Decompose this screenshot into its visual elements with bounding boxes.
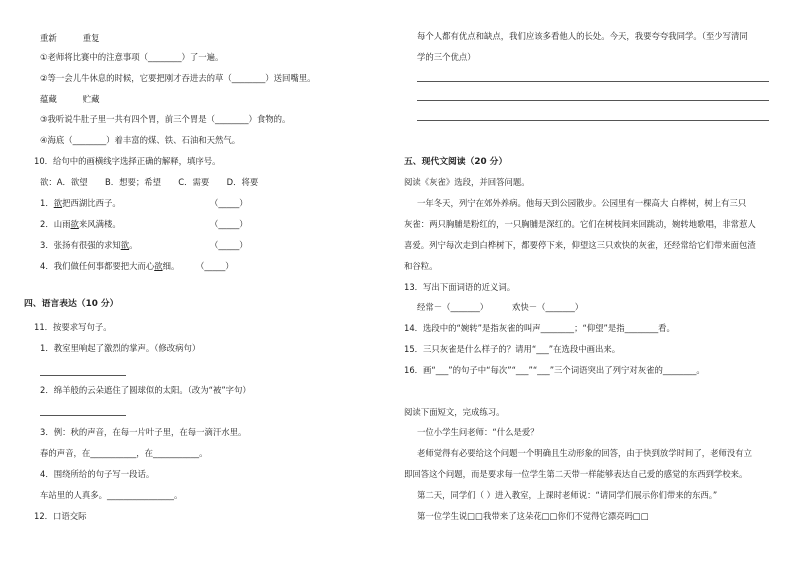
passage-line: 第一位学生说□□我带来了这朵花□□你们不觉得它漂亮吗□□ — [417, 511, 649, 521]
section-5-heading: 五、现代文阅读（20 分） — [404, 157, 508, 167]
option-d: D．将要 — [226, 177, 259, 187]
passage-line: 一位小学生问老师：“什么是爱？ — [417, 427, 539, 437]
reading-instruction-2: 阅读下面短文，完成练习。 — [404, 407, 505, 417]
task-11-4-fill: 车站里的人真多。________________。 — [40, 490, 183, 500]
passage-line: 一年冬天，列宁在郊外养病。他每天到公园散步。公园里有一棵高大 白桦树，树上有三只 — [417, 198, 747, 208]
word-pair-1 — [40, 33, 100, 44]
answer-blank[interactable]: （_____） — [210, 240, 248, 250]
underlined-char: 欲 — [53, 198, 63, 208]
fill-sentence-3: ③我听说牛肚子里一共有四个胃，前三个胃是（________）食物的。 — [40, 114, 291, 124]
task-11-1: 1．教室里响起了激烈的掌声。（修改病句） — [40, 343, 201, 353]
item-q10-1: 1．欲把西湖比西子。 — [40, 198, 121, 208]
question-13: 13．写出下面词语的近义词。 — [404, 282, 516, 292]
question-15: 15．三只灰雀是什么样子的？请用“___”在选段中画出来。 — [404, 344, 621, 354]
task-11-4: 4．围绕所给的句子写一段话。 — [40, 469, 155, 479]
synonym-item-2[interactable]: 欢快－（_______） — [512, 302, 584, 312]
answer-blank[interactable]: （_____） — [196, 261, 234, 271]
item-q10-2: 2．山雨欲来风满楼。 — [40, 219, 121, 229]
synonym-item-1[interactable]: 经常－（_______） — [417, 302, 489, 312]
writing-line[interactable] — [417, 100, 769, 101]
option-b: B．想要；希望 — [104, 177, 161, 187]
prompt-12-line-1: 每个人都有优点和缺点，我们应该多看他人的长处。今天，我要夸夸我同学。（至少写清同 — [417, 31, 748, 41]
task-11-3-fill: 春的声音，在___________，在___________。 — [40, 448, 208, 458]
passage-line: 第二天，同学们（ ）进入教室，上课时老师说：“请同学们展示你们带来的东西。” — [417, 490, 718, 500]
answer-line[interactable] — [40, 375, 126, 376]
word-option: 贮藏 — [82, 94, 100, 104]
item-q10-3: 3．张扬有很强的求知欲。 — [40, 240, 138, 250]
answer-blank[interactable]: （_____） — [210, 198, 248, 208]
fill-sentence-2: ②等一会儿牛休息的时候，它要把刚才吞进去的草（________）送回嘴里。 — [40, 73, 316, 83]
question-11: 11．按要求写句子。 — [34, 322, 112, 332]
word-option: 重复 — [82, 33, 100, 43]
word-pair-2 — [40, 94, 100, 105]
reading-instruction: 阅读《灰雀》选段，并回答问题。 — [404, 177, 530, 187]
underlined-char: 欲 — [70, 219, 79, 229]
task-11-2: 2．绵羊般的云朵遮住了圆球似的太阳。（改为“被”字句） — [40, 385, 251, 395]
fill-sentence-4: ④海底（________）着丰富的煤、铁、石油和天然气。 — [40, 135, 241, 145]
answer-line[interactable] — [40, 415, 126, 416]
question-12: 12．口语交际 — [34, 511, 87, 521]
option-list — [40, 177, 258, 188]
option-a: 欲：A．欲望 — [40, 177, 88, 187]
prompt-12-line-2: 学的三个优点） — [417, 52, 476, 62]
passage-line: 即回答这个问题，而是要求每一位学生第二天带一样能够表达自己爱的感觉的东西到学校来。 — [404, 469, 748, 479]
passage-line: 老师觉得有必要给这个问题一个明确且生动形象的回答，由于快到放学时间了，老师没有立 — [417, 448, 752, 458]
option-c: C．需要 — [178, 177, 210, 187]
answer-blank[interactable]: （_____） — [210, 219, 248, 229]
task-11-3: 3．例：秋的声音，在每一片叶子里，在每一滴汗水里。 — [40, 427, 247, 437]
passage-line: 灰雀：两只胸脯是粉红的，一只胸脯是深红的。它们在树枝间来回跳动，婉转地歌唱，非常惹人 — [404, 219, 756, 229]
passage-line: 和谷粒。 — [404, 261, 438, 271]
writing-line[interactable] — [417, 120, 769, 121]
writing-line[interactable] — [417, 81, 769, 82]
underlined-char: 欲 — [154, 261, 163, 271]
word-option: 重新 — [40, 33, 57, 43]
passage-line: 喜爱。列宁每次走到白桦树下，都要停下来，仰望这三只欢快的灰雀，还经常给它们带来面包渣 — [404, 240, 756, 250]
fill-sentence-1: ①老师将比赛中的注意事项（________）了一遍。 — [40, 52, 224, 62]
section-4-heading: 四、语言表达（10 分） — [24, 299, 119, 309]
question-10: 10．给句中的画横线字选择正确的解释，填序号。 — [34, 156, 221, 166]
word-option: 蕴藏 — [40, 94, 57, 104]
question-16: 16．画“___”的句子中“每次”“___”“___”三个词语突出了列宁对灰雀的________。 — [404, 365, 705, 375]
underlined-char: 欲 — [120, 240, 130, 250]
item-q10-4: 4．我们做任何事都要把大而心欲细。 — [40, 261, 180, 271]
question-14: 14．选段中的“婉转”是指灰雀的叫声________；“仰望”是指________看。 — [404, 323, 675, 333]
